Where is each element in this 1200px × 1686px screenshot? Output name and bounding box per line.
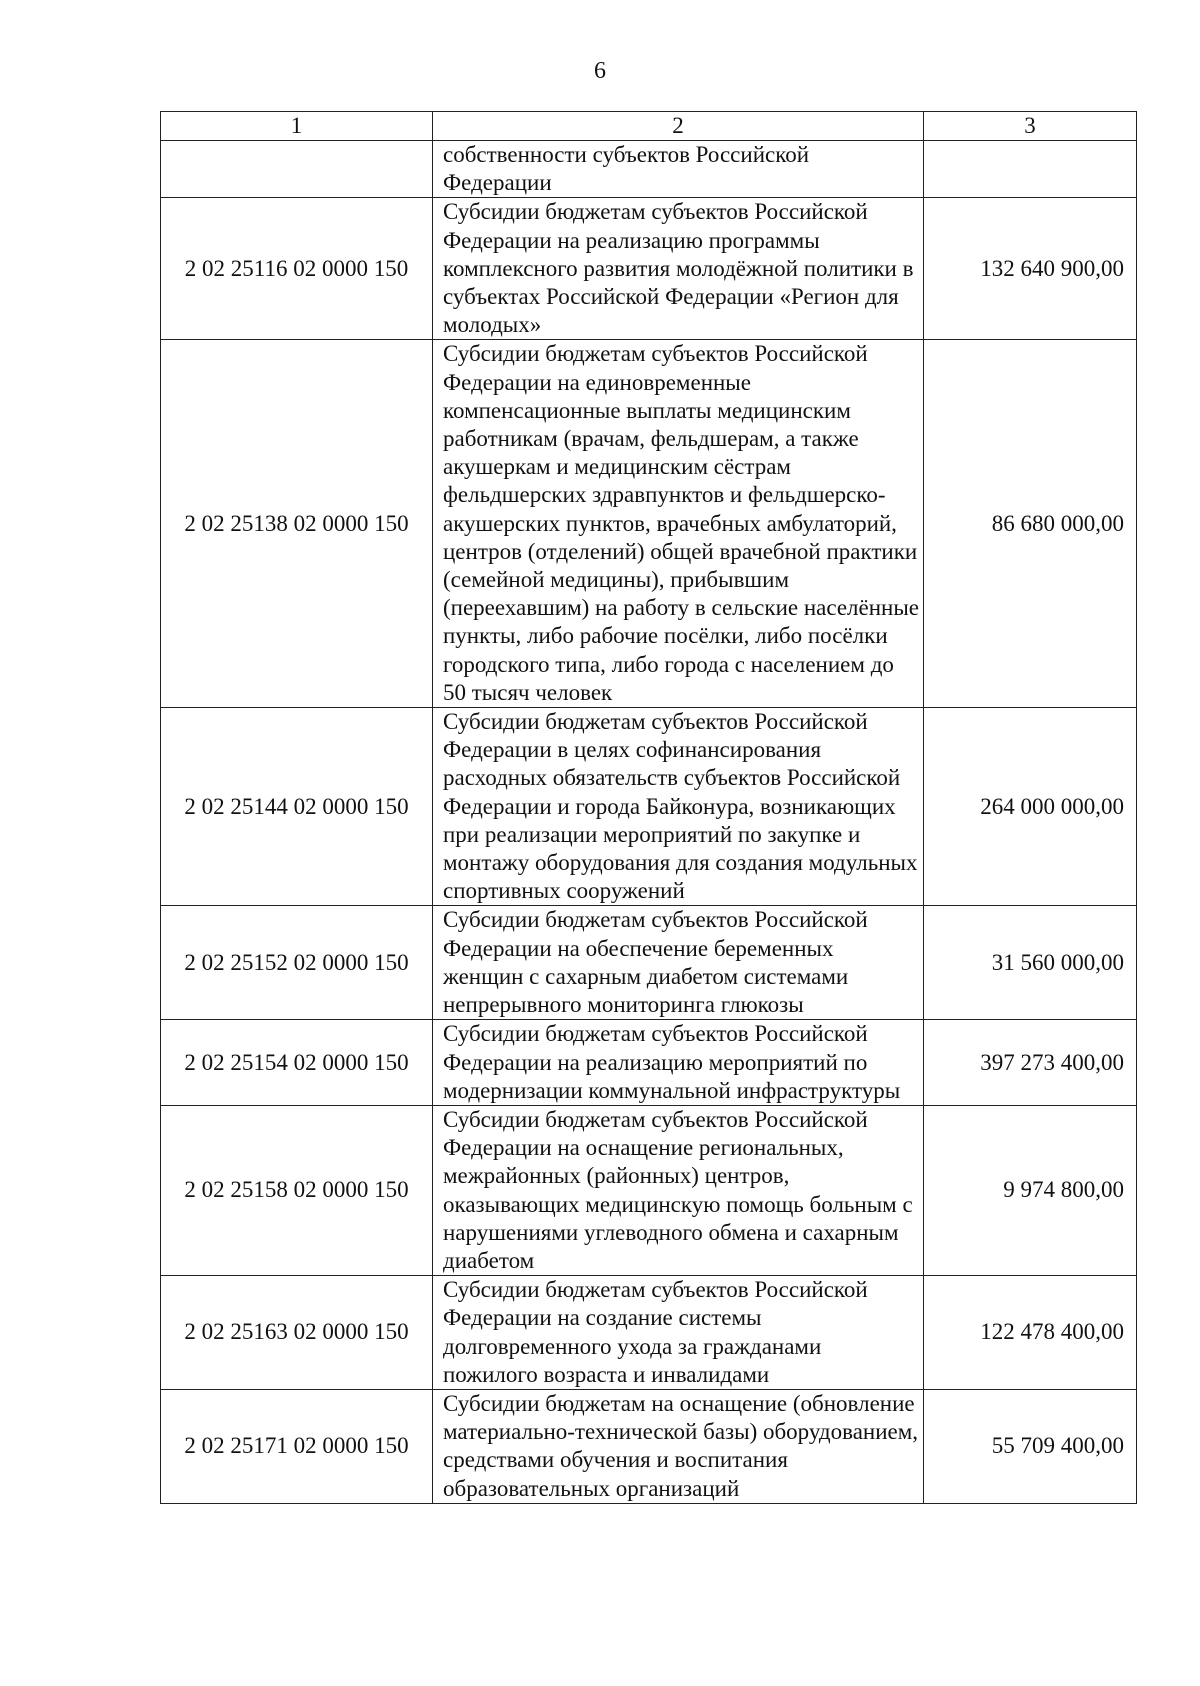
table-row — [161, 1020, 1137, 1106]
row-code: 2 02 25154 02 0000 150 — [161, 1020, 433, 1106]
row-amount: 397 273 400,00 — [924, 1020, 1137, 1106]
row-description: Субсидии бюджетам субъектов Российской Федерации на обеспечение беременных женщин с сахарным диабетом системами непрерывного мониторинга глюкозы — [433, 906, 924, 1020]
table-row — [161, 1276, 1137, 1390]
row-description: Субсидии бюджетам субъектов Российской Федерации на реализацию программы комплексного развития молодёжной политики в субъектах Российской Федерации «Регион для молодых» — [433, 198, 924, 340]
table-row — [161, 141, 1137, 198]
row-code: 2 02 25171 02 0000 150 — [161, 1389, 433, 1503]
row-description: Субсидии бюджетам субъектов Российской Федерации на реализацию мероприятий по модернизации коммунальной инфраструктуры — [433, 1020, 924, 1106]
row-amount: 31 560 000,00 — [924, 906, 1137, 1020]
table-row — [161, 906, 1137, 1020]
table-row — [161, 198, 1137, 340]
column-header-1: 1 — [161, 112, 433, 141]
table-row — [161, 708, 1137, 906]
row-description: собственности субъектов Российской Федерации — [433, 141, 924, 198]
row-code: 2 02 25138 02 0000 150 — [161, 340, 433, 708]
table-row — [161, 1389, 1137, 1503]
row-amount — [924, 141, 1137, 198]
row-amount: 122 478 400,00 — [924, 1276, 1137, 1390]
row-description: Субсидии бюджетам субъектов Российской Федерации на создание системы долговременного ухода за гражданами пожилого возраста и инвалидами — [433, 1276, 924, 1390]
row-amount: 86 680 000,00 — [924, 340, 1137, 708]
row-code: 2 02 25144 02 0000 150 — [161, 708, 433, 906]
column-header-3: 3 — [924, 112, 1137, 141]
table-header-row — [161, 112, 1137, 141]
page-number: 6 — [594, 58, 606, 84]
row-code: 2 02 25158 02 0000 150 — [161, 1105, 433, 1275]
row-code: 2 02 25163 02 0000 150 — [161, 1276, 433, 1390]
row-code: 2 02 25152 02 0000 150 — [161, 906, 433, 1020]
row-description: Субсидии бюджетам субъектов Российской Федерации на оснащение региональных, межрайонных (районных) центров, оказывающих медицинскую помощь больным с нарушениями углеводного обмена и сахарным диабетом — [433, 1105, 924, 1275]
row-amount: 9 974 800,00 — [924, 1105, 1137, 1275]
table-row — [161, 340, 1137, 708]
row-amount: 264 000 000,00 — [924, 708, 1137, 906]
row-description: Субсидии бюджетам на оснащение (обновление материально-технической базы) оборудованием, средствами обучения и воспитания образовательных организаций — [433, 1389, 924, 1503]
table-row — [161, 1105, 1137, 1275]
row-description: Субсидии бюджетам субъектов Российской Федерации в целях софинансирования расходных обязательств субъектов Российской Федерации и города Байконура, возникающих при реализации мероприятий по закупке и монтажу оборудования для создания модульных спортивных сооружений — [433, 708, 924, 906]
row-description: Субсидии бюджетам субъектов Российской Федерации на единовременные компенсационные выплаты медицинским работникам (врачам, фельдшерам, а также акушеркам и медицинским сёстрам фельдшерских здравпунктов и фельдшерско-акушерских пунктов, врачебных амбулаторий, центров (отделений) общей врачебной практики (семейной медицины), прибывшим (переехавшим) на работу в сельские населённые пункты, либо рабочие посёлки, либо посёлки городского типа, либо города с населением до 50 тысяч человек — [433, 340, 924, 708]
budget-table — [160, 111, 1137, 1504]
row-amount: 132 640 900,00 — [924, 198, 1137, 340]
row-amount: 55 709 400,00 — [924, 1389, 1137, 1503]
row-code: 2 02 25116 02 0000 150 — [161, 198, 433, 340]
row-code — [161, 141, 433, 198]
column-header-2: 2 — [433, 112, 924, 141]
